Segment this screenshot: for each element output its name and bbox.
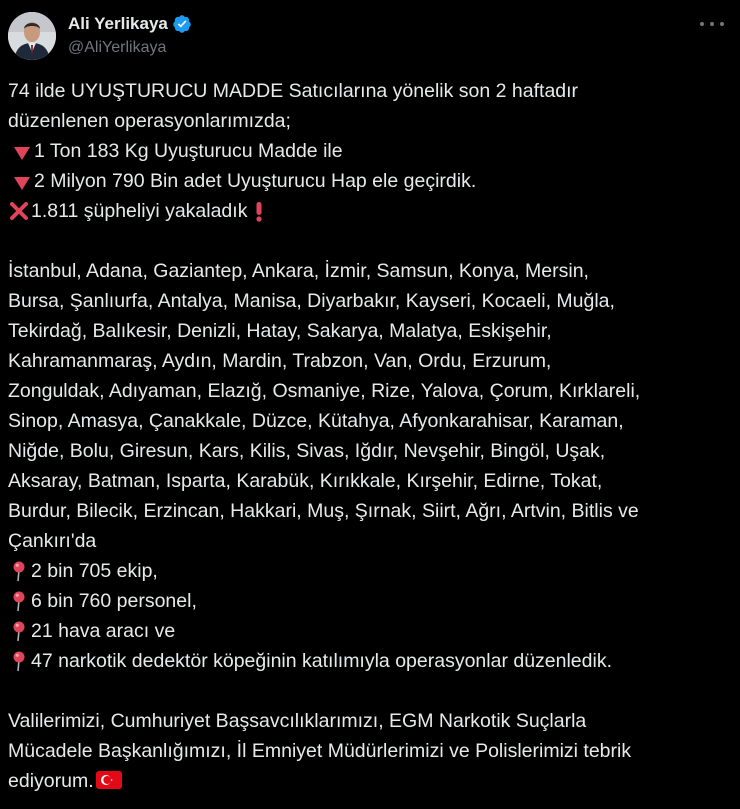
more-options-icon[interactable] [700,14,724,34]
suspects-text: 1.811 şüpheliyi yakaladık [31,200,248,222]
closing-line [8,766,720,796]
seizure-line [8,136,720,166]
more-dot [710,22,714,26]
author-handle[interactable]: @AliYerlikaya [68,39,167,56]
closing-text: ediyorum. [8,770,94,792]
resource-text: 47 narkotik dedektör köpeğinin katılımıyla operasyonlar düzenledik. [31,650,613,672]
resource-text: 6 bin 760 personel, [31,590,197,612]
seizure-text: 1 Ton 183 Kg Uyuşturucu Madde ile [34,140,343,162]
tweet-text [8,76,720,796]
cities-line: Çankırı'da [8,530,97,552]
cross-mark-icon [8,200,30,222]
cities-line: Sinop, Amasya, Çanakkale, Düzce, Kütahya, Afyonkarahisar, Karaman, [8,410,624,432]
resource-line [8,556,720,586]
closing-line: Valilerimizi, Cumhuriyet Başsavcılıklarımızı, EGM Narkotik Suçlarla [8,710,587,732]
resource-text: 21 hava aracı ve [31,620,176,642]
pushpin-icon [8,560,30,582]
resource-line [8,586,720,616]
pushpin-icon [8,590,30,612]
tweet-header [8,12,192,60]
cities-line: Zonguldak, Adıyaman, Elazığ, Osmaniye, Rize, Yalova, Çorum, Kırklareli, [8,380,641,402]
suspects-line [8,196,720,226]
cities-line: Aksaray, Batman, Isparta, Karabük, Kırıkkale, Kırşehir, Edirne, Tokat, [8,470,603,492]
avatar[interactable] [8,12,56,60]
seizure-text: 2 Milyon 790 Bin adet Uyuşturucu Hap ele geçirdik. [34,170,477,192]
resource-text: 2 bin 705 ekip, [31,560,158,582]
resource-line [8,646,720,676]
author-display-name[interactable]: Ali Yerlikaya [68,14,168,33]
closing-line: Mücadele Başkanlığımızı, İl Emniyet Müdürlerimizi ve Polislerimizi tebrik [8,740,632,762]
turkey-flag-icon [96,770,122,792]
red-down-triangle-icon [14,147,30,160]
cities-line: Burdur, Bilecik, Erzincan, Hakkari, Muş, Şırnak, Siirt, Ağrı, Artvin, Bitlis ve [8,500,639,522]
verified-badge-icon [172,14,192,34]
red-down-triangle-icon [14,177,30,190]
cities-line: Niğde, Bolu, Giresun, Kars, Kilis, Sivas, Iğdır, Nevşehir, Bingöl, Uşak, [8,440,606,462]
cities-line: Bursa, Şanlıurfa, Antalya, Manisa, Diyarbakır, Kayseri, Kocaeli, Muğla, [8,290,615,312]
cities-line: İstanbul, Adana, Gaziantep, Ankara, İzmir, Samsun, Konya, Mersin, [8,260,589,282]
resource-line [8,616,720,646]
blank-line [8,226,720,256]
pushpin-icon [8,620,30,642]
intro-line: 74 ilde UYUŞTURUCU MADDE Satıcılarına yönelik son 2 haftadır [8,80,579,102]
intro-line: düzenlenen operasyonlarımızda; [8,110,291,132]
blank-line [8,676,720,706]
more-dot [720,22,724,26]
more-dot [700,22,704,26]
cities-line: Tekirdağ, Balıkesir, Denizli, Hatay, Sakarya, Malatya, Eskişehir, [8,320,552,342]
cities-line: Kahramanmaraş, Aydın, Mardin, Trabzon, Van, Ordu, Erzurum, [8,350,552,372]
seizure-line [8,166,720,196]
pushpin-icon [8,650,30,672]
red-exclamation-icon [253,200,265,222]
